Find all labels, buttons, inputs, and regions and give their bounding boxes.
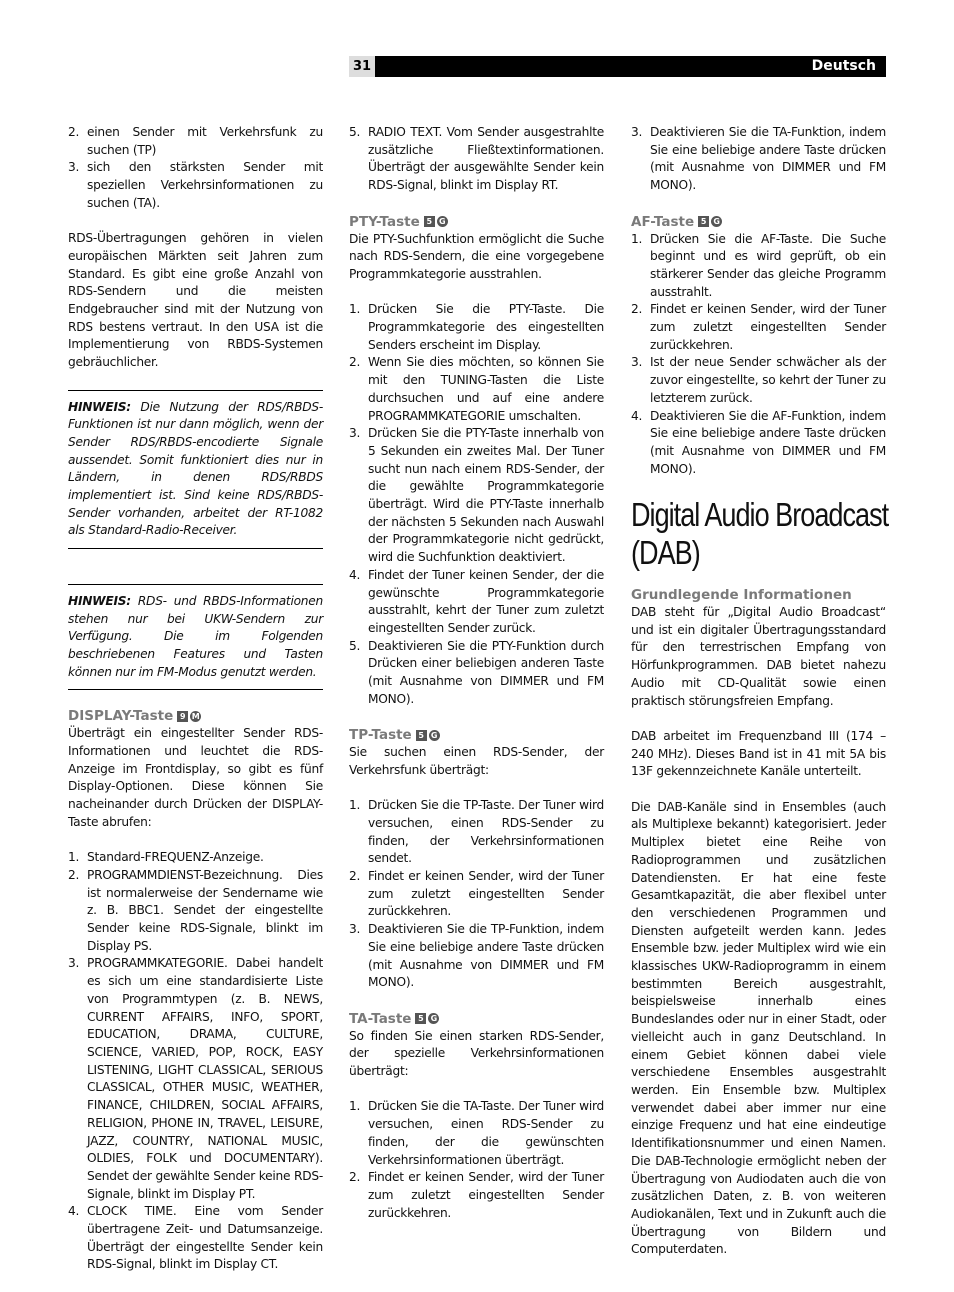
remote-key-circle-icon: G [428, 1013, 439, 1024]
note-text: Die Nutzung der RDS/RBDS-Funktionen ist nur dann möglich, wenn der Sender RDS/RBDS-encodierte Signale aussendet. Somit funktioniert dies nur in Ländern, in denen RDS/RBDS implementiert ist. Sind keine RDS/RBDS-Sender vorhanden, arbeitet der RT-1082 als Standard-Radio-Receiver. [68, 399, 323, 538]
list-item: 4. Findet der Tuner keinen Sender, der die gewünschte Programmkategorie ausstrahlt, kehrt der Tuner zum zuletzt eingestellten Sender zurück. [349, 567, 604, 635]
remote-key-icon: 5 [424, 216, 435, 227]
list-item: 2. Wenn Sie dies möchten, so können Sie mit den TUNING-Tasten die Liste durchsuchen und auf eine andere PROGRAMMKATEGORIE umschalten. [349, 355, 604, 423]
list-item: 1. Standard-FREQUENZ-Anzeige. [68, 850, 264, 865]
af-steps-list [631, 231, 886, 479]
remote-key-circle-icon: M [191, 711, 200, 721]
list-item: 2. Findet er keinen Sender, wird der Tuner zum zuletzt eingestellten Sender zurückkehren. [349, 869, 604, 919]
list-item: 3. Deaktivieren Sie die TP-Funktion, indem Sie eine beliebige andere Taste drücken (mit Ausnahme von DIMMER und FM MONO). [349, 922, 604, 990]
basics-paragraph-1: DAB steht für „Digital Audio Broadcast“ und ist ein digitaler Übertragungsstandard für den terrestrischen Empfang von Hörfunkprogrammen. DAB bietet nahezu Audio mit CD-Qualität sowie einen praktisch störungsfreien Empfang. [631, 605, 886, 708]
list-item: 1. Drücken Sie die TP-Taste. Der Tuner wird versuchen, einen RDS-Sender zu finden, der Verkehrsinformationen sendet. [349, 798, 604, 866]
list-item: 3. Drücken Sie die PTY-Taste innerhalb von 5 Sekunden ein zweites Mal. Der Tuner sucht nun nach einem RDS-Sender, der die gewählte Programmkategorie überträgt. Wird die PTY-Taste innerhalb der nächsten 5 Sekunden nach Auswahl der Programmkategorie nicht gedrückt, wird die Suchfunktion deaktiviert. [349, 426, 604, 565]
column-2 [349, 124, 604, 1240]
list-item: 1. Drücken Sie die AF-Taste. Die Suche beginnt und es wird geprüft, ob ein stärkerer Sender das gleiche Programm ausstrahlt. [631, 231, 886, 299]
list-item: 2. Findet er keinen Sender, wird der Tuner zum zuletzt eingestellten Sender zurückkehren. [631, 302, 886, 352]
list-item: 3. sich den stärksten Sender mit speziellen Verkehrsinformationen zu suchen (TA). [68, 160, 323, 210]
list-item: 2. PROGRAMMDIENST-Bezeichnung. Dies ist normalerweise der Sendername wie z. B. BBC1. Sendet der eingestellte Sender keine RDS-Signale, blinkt im Display PS. [68, 867, 323, 953]
column-1 [68, 124, 323, 1292]
remote-key-circle-icon: G [437, 216, 448, 227]
list-item: 5. RADIO TEXT. Vom Sender ausgestrahlte zusätzliche Fließtextinformationen. Überträgt der ausgewählte Sender kein RDS-Signal, blinkt im Display RT. [349, 125, 604, 193]
remote-key-icon: 5 [416, 730, 427, 741]
list-item: 3. PROGRAMMKATEGORIE. Dabei handelt es sich um eine standardisierte Liste von Programmtypen (z. B. NEWS, CURRENT AFFAIRS, INFO, SPORT, EDUCATION, DRAMA, CULTURE, SCIENCE, VARIED, POP, ROCK, EASY LISTENING, LIGHT CLASSICAL, SERIOUS CLASSICAL, OTHER MUSIC, WEATHER, FINANCE, CHILDREN, SOCIAL AFFAIRS, RELIGION, PHONE IN, TRAVEL, LEISURE, JAZZ, COUNTRY, NATIONAL MUSIC, OLDIES, FOLK und DOCUMENTARY). Sendet der gewählte Sender keine RDS-Signale, blinkt im Display PT. [68, 956, 323, 1201]
display-intro-paragraph: Überträgt ein eingestellter Sender RDS-Informationen und leuchtet die RDS-Anzeige im Frontdisplay, so gibt es fünf Display-Optionen. Diese können Sie nacheinander durch Drücken der DISPLAY-Taste abrufen: [68, 726, 323, 829]
list-item: 1. Drücken Sie die TA-Taste. Der Tuner wird versuchen, einen RDS-Sender zu finden, der die gewünschten Verkehrsinformationen überträgt. [349, 1099, 604, 1167]
note-label: HINWEIS: [68, 399, 131, 414]
af-key-heading: AF-Taste 5 G [631, 213, 886, 231]
page-number: 31 [349, 56, 375, 77]
list-item: 2. Findet er keinen Sender, wird der Tuner zum zuletzt eingestellten Sender zurückkehren. [349, 1170, 604, 1220]
language-label: Deutsch [811, 58, 876, 74]
list-top [68, 124, 323, 213]
note-box-2 [68, 584, 323, 691]
note-text: RDS- und RBDS-Informationen stehen nur bei UKW-Sendern zur Verfügung. Die im Folgenden beschriebenen Features und Tasten können nur im FM-Modus genutzt werden. [68, 593, 323, 679]
remote-key-circle-icon: G [429, 730, 440, 741]
remote-key-circle-icon: G [711, 216, 722, 227]
list-item: 2. einen Sender mit Verkehrsfunk zu suchen (TP) [68, 125, 323, 157]
ta-steps-list [349, 1098, 604, 1222]
tp-intro-paragraph: Sie suchen einen RDS-Sender, der Verkehrsfunk überträgt: [349, 745, 604, 777]
note-label: HINWEIS: [68, 593, 131, 608]
ta-intro-paragraph: So finden Sie einen starken RDS-Sender, der spezielle Verkehrsinformationen überträgt: [349, 1028, 604, 1079]
list-top [631, 124, 886, 195]
list-item: 4. CLOCK TIME. Eine vom Sender übertragene Zeit- und Datumsanzeige. Überträgt der eingestellte Sender kein RDS-Signal, blinkt im Display CT. [68, 1204, 323, 1272]
basics-paragraph-3: Die DAB-Kanäle sind in Ensembles (auch als Multiplexe bekannt) kategorisiert. Jeder Multiplex bietet eine Reihe von Radioprogrammen und zusätzlichen Datendiensten. Er hat eine feste Gesamtkapazität, die aber flexibel unter den verschiedenen Programmen und Diensten aufgeteilt werden kann. Jedes Ensemble bzw. jeder Multiplex wird wie ein klassisches UKW-Radioprogramm in einem bestimmten Bereich ausgestrahlt, beispielsweise innerhalb eines Bundeslandes oder nur in einer Stadt, oder vielleicht auch in ganz Deutschland. In einem Gebiet können dabei viele verschiedene Ensembles ausgestrahlt werden. Ein Ensemble bzw. Multiplex verwendet dabei aber immer nur eine einzige Frequenz und hat eine eindeutige Identifikationsnummer und einen Namen. Die DAB-Technologie ermöglicht neben der Übertragung von Audiodaten auch die von zusätzlichen Daten, z. B. von weiteren Audiokanälen, Text und in Zukunft auch die Übertragung von Bildern und Computerdaten. [631, 799, 886, 1257]
pty-key-heading: PTY-Taste 5 G [349, 213, 604, 231]
ta-key-heading: TA-Taste 5 G [349, 1010, 604, 1028]
remote-key-icon: 5 [698, 216, 709, 227]
list-item: 3. Deaktivieren Sie die TA-Funktion, indem Sie eine beliebige andere Taste drücken (mit Ausnahme von DIMMER und FM MONO). [631, 125, 886, 193]
basics-paragraph-2: DAB arbeitet im Frequenzband III (174 – 240 MHz). Dieses Band ist in 41 mit 5A bis 13F gekennzeichnete Kanäle unterteilt. [631, 728, 886, 779]
section-title: Digital Audio Broadcast (DAB) [631, 496, 889, 572]
list-item: 1. Drücken Sie die PTY-Taste. Die Programmkategorie des eingestellten Senders erscheint im Display. [349, 302, 604, 352]
list-item: 4. Deaktivieren Sie die AF-Funktion, indem Sie eine beliebige andere Taste drücken (mit Ausnahme von DIMMER und FM MONO). [631, 408, 886, 476]
basics-heading: Grundlegende Informationen [631, 587, 852, 604]
tp-key-heading: TP-Taste 5 G [349, 726, 604, 744]
remote-key-icon: 5 [415, 1013, 426, 1024]
rds-intro-paragraph: RDS-Übertragungen gehören in vielen europäischen Märkten seit Jahren zum Standard. Es gibt eine große Anzahl von RDS-Sendern und die meisten Endgebraucher sind mit der Nutzung von RDS bestens vertraut. In den USA ist die Implementierung von RBDS-Systemen gebräuchlicher. [68, 231, 323, 370]
display-options-list [68, 849, 323, 1274]
tp-steps-list [349, 797, 604, 992]
remote-key-icon: 9 [177, 711, 188, 722]
note-box-1 [68, 390, 323, 550]
display-key-heading: DISPLAY-Taste 9 M [68, 708, 200, 725]
header-bar [349, 56, 886, 77]
column-3 [631, 124, 889, 1277]
list-top [349, 124, 604, 195]
pty-steps-list [349, 301, 604, 708]
pty-intro-paragraph: Die PTY-Suchfunktion ermöglicht die Suche nach RDS-Sendern, die eine vorgegebene Programmkategorie ausstrahlen. [349, 231, 604, 281]
list-item: 5. Deaktivieren Sie die PTY-Funktion durch Drücken einer beliebigen anderen Taste (mit Ausnahme von DIMMER und FM MONO). [349, 638, 604, 706]
list-item: 3. Ist der neue Sender schwächer als der zuvor eingestellte, so kehrt der Tuner zu letzterem zurück. [631, 355, 886, 405]
